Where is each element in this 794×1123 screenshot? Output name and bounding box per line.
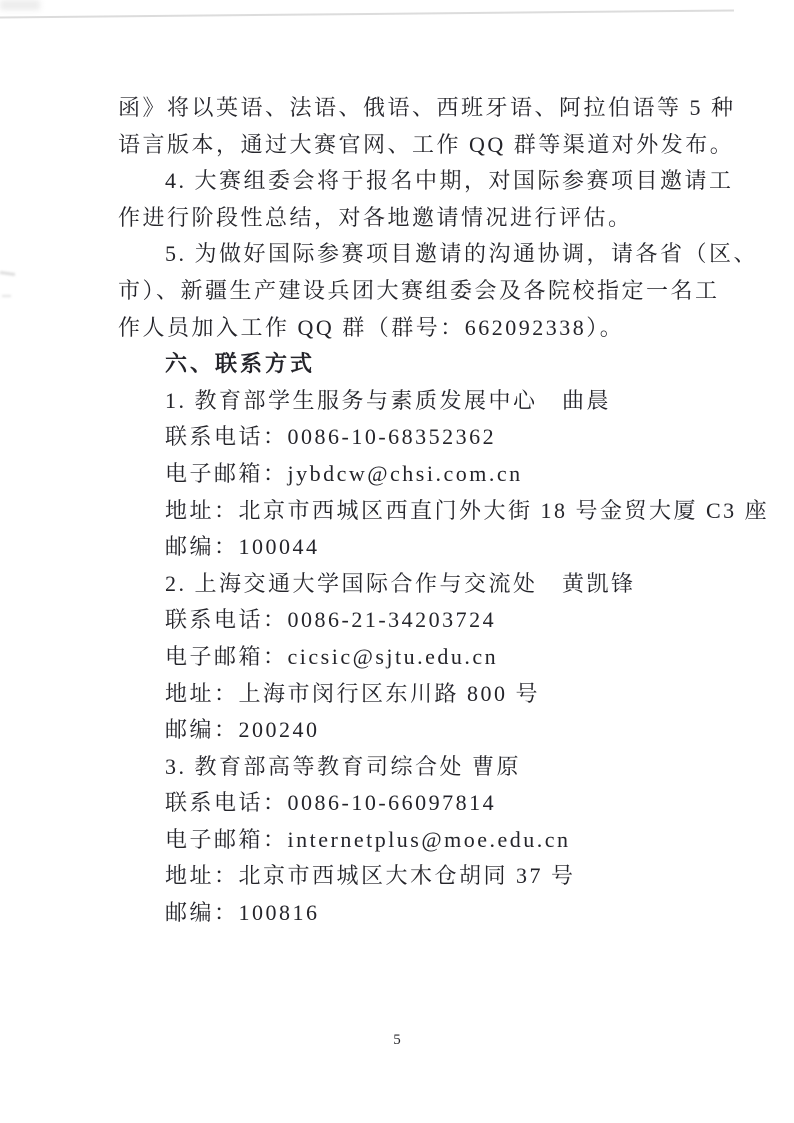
scan-edge-mark: [2, 295, 11, 297]
contact-1-email: 电子邮箱：jybdcw@chsi.com.cn: [165, 460, 523, 486]
paragraph-line: 语言版本，通过大赛官网、工作 QQ 群等渠道对外发布。: [118, 131, 735, 157]
contact-1-name: 1. 教育部学生服务与素质发展中心 曲晨: [165, 387, 612, 413]
contact-3-address: 地址：北京市西城区大木仓胡同 37 号: [165, 863, 576, 889]
contact-3-postcode: 邮编：100816: [165, 900, 320, 926]
contact-3-email: 电子邮箱：internetplus@moe.edu.cn: [165, 826, 571, 852]
contact-2-phone: 联系电话：0086-21-34203724: [165, 607, 497, 633]
contact-3-phone: 联系电话：0086-10-66097814: [165, 790, 497, 816]
paragraph-line: 作进行阶段性总结，对各地邀请情况进行评估。: [118, 204, 633, 230]
scan-artifact-line: [0, 9, 734, 18]
contact-2-address: 地址：上海市闵行区东川路 800 号: [165, 680, 541, 706]
paragraph-line: 作人员加入工作 QQ 群（群号：662092338）。: [118, 314, 625, 340]
contact-2-name: 2. 上海交通大学国际合作与交流处 黄凯锋: [165, 570, 636, 596]
paragraph-line: 市）、新疆生产建设兵团大赛组委会及各院校指定一名工: [118, 277, 720, 303]
scan-edge-mark: [0, 271, 15, 276]
contact-3-name: 3. 教育部高等教育司综合处 曹原: [165, 753, 522, 779]
paragraph-line: 5. 为做好国际参赛项目邀请的沟通协调，请各省（区、: [165, 241, 759, 267]
contact-1-postcode: 邮编：100044: [165, 534, 320, 560]
paragraph-line: 4. 大赛组委会将于报名中期，对国际参赛项目邀请工: [165, 168, 734, 194]
contact-1-phone: 联系电话：0086-10-68352362: [165, 424, 497, 450]
section-heading-contact: 六、联系方式: [165, 351, 316, 377]
contact-2-postcode: 邮编：200240: [165, 717, 320, 743]
contact-2-email: 电子邮箱：cicsic@sjtu.edu.cn: [165, 643, 499, 669]
document-body: [118, 90, 770, 932]
contact-1-address: 地址：北京市西城区西直门外大街 18 号金贸大厦 C3 座: [165, 497, 770, 523]
scan-smudge: [0, 0, 40, 10]
paragraph-line: 函》将以英语、法语、俄语、西班牙语、阿拉伯语等 5 种: [118, 95, 736, 120]
page-number: 5: [393, 1032, 401, 1048]
